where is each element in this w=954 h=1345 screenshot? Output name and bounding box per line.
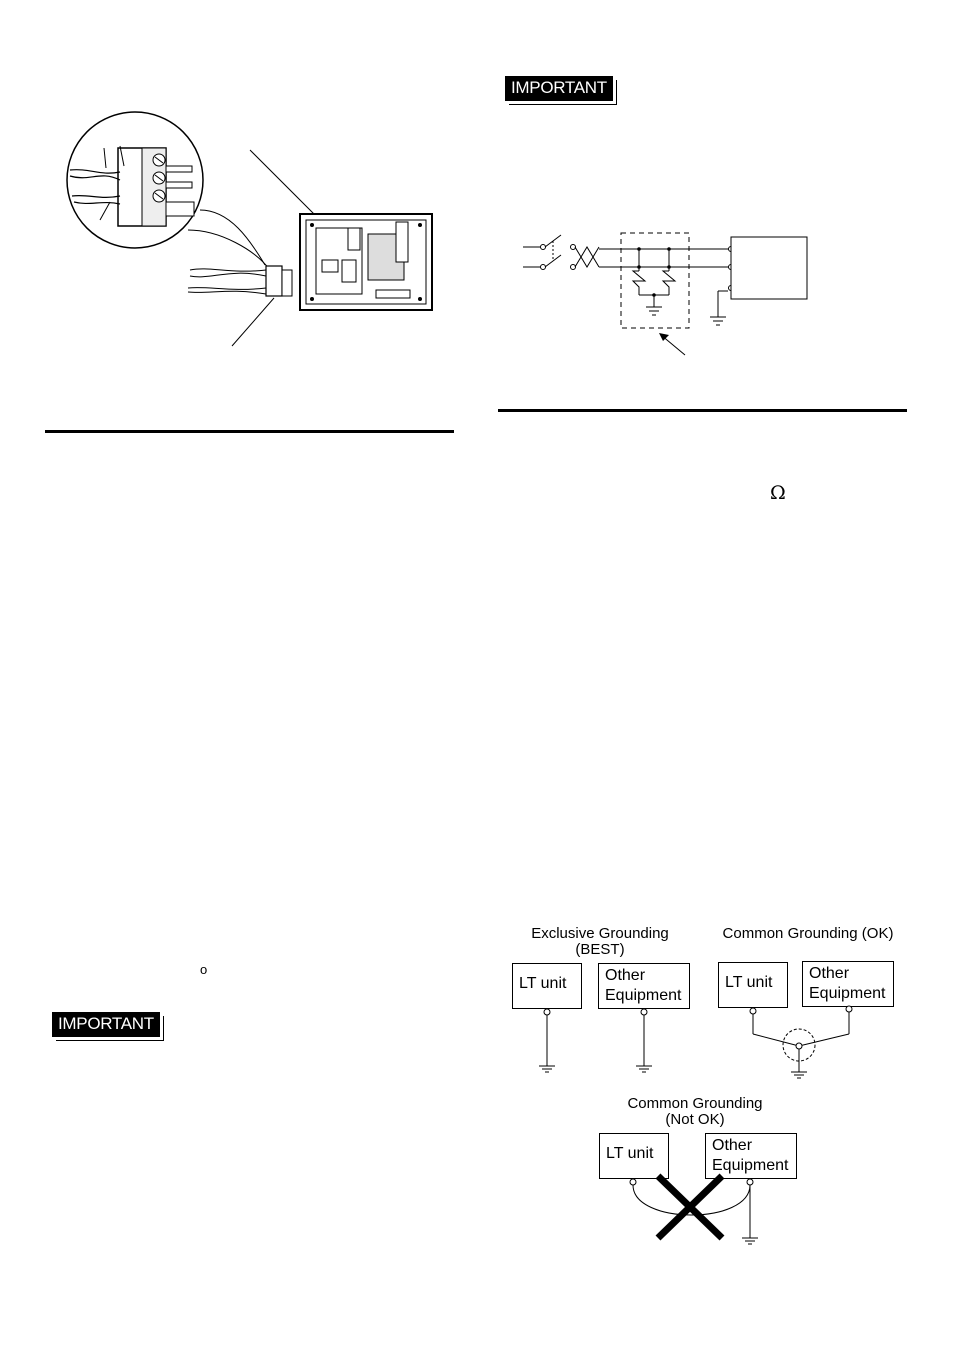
exclusive-grounding-title-line2: (BEST) xyxy=(575,941,625,958)
common-not-ok-other-label-line1: Other xyxy=(712,1137,753,1154)
exclusive-other-label-line1: Other xyxy=(605,967,646,984)
exclusive-grounding-title-line1: Exclusive Grounding xyxy=(531,925,669,942)
power-connector-illustration xyxy=(60,110,450,355)
section-divider-left xyxy=(45,430,454,433)
section-divider-right xyxy=(498,409,907,412)
important-badge-left: IMPORTANT xyxy=(52,1012,160,1037)
exclusive-other-label-line2: Equipment xyxy=(605,987,682,1004)
exclusive-grounding-title xyxy=(510,926,690,958)
common-not-ok-title-line1: Common Grounding xyxy=(627,1095,763,1112)
common-ok-lt-unit-label: LT unit xyxy=(725,974,773,991)
common-ok-other-label-line1: Other xyxy=(809,965,850,982)
surge-absorber-circuit-diagram xyxy=(515,225,815,365)
common-not-ok-other-label-line2: Equipment xyxy=(712,1157,789,1174)
omega-symbol: Ω xyxy=(770,482,786,504)
degree-mark: o xyxy=(200,962,208,977)
common-not-ok-title-line2: (Not OK) xyxy=(665,1111,725,1128)
grounding-wiring xyxy=(500,1000,920,1250)
important-badge-right: IMPORTANT xyxy=(505,76,613,101)
common-ok-other-label-line2: Equipment xyxy=(809,985,886,1002)
common-not-ok-lt-unit-label: LT unit xyxy=(606,1145,654,1162)
exclusive-lt-unit-label: LT unit xyxy=(519,975,567,992)
common-grounding-ok-title: Common Grounding (OK) xyxy=(722,925,894,942)
